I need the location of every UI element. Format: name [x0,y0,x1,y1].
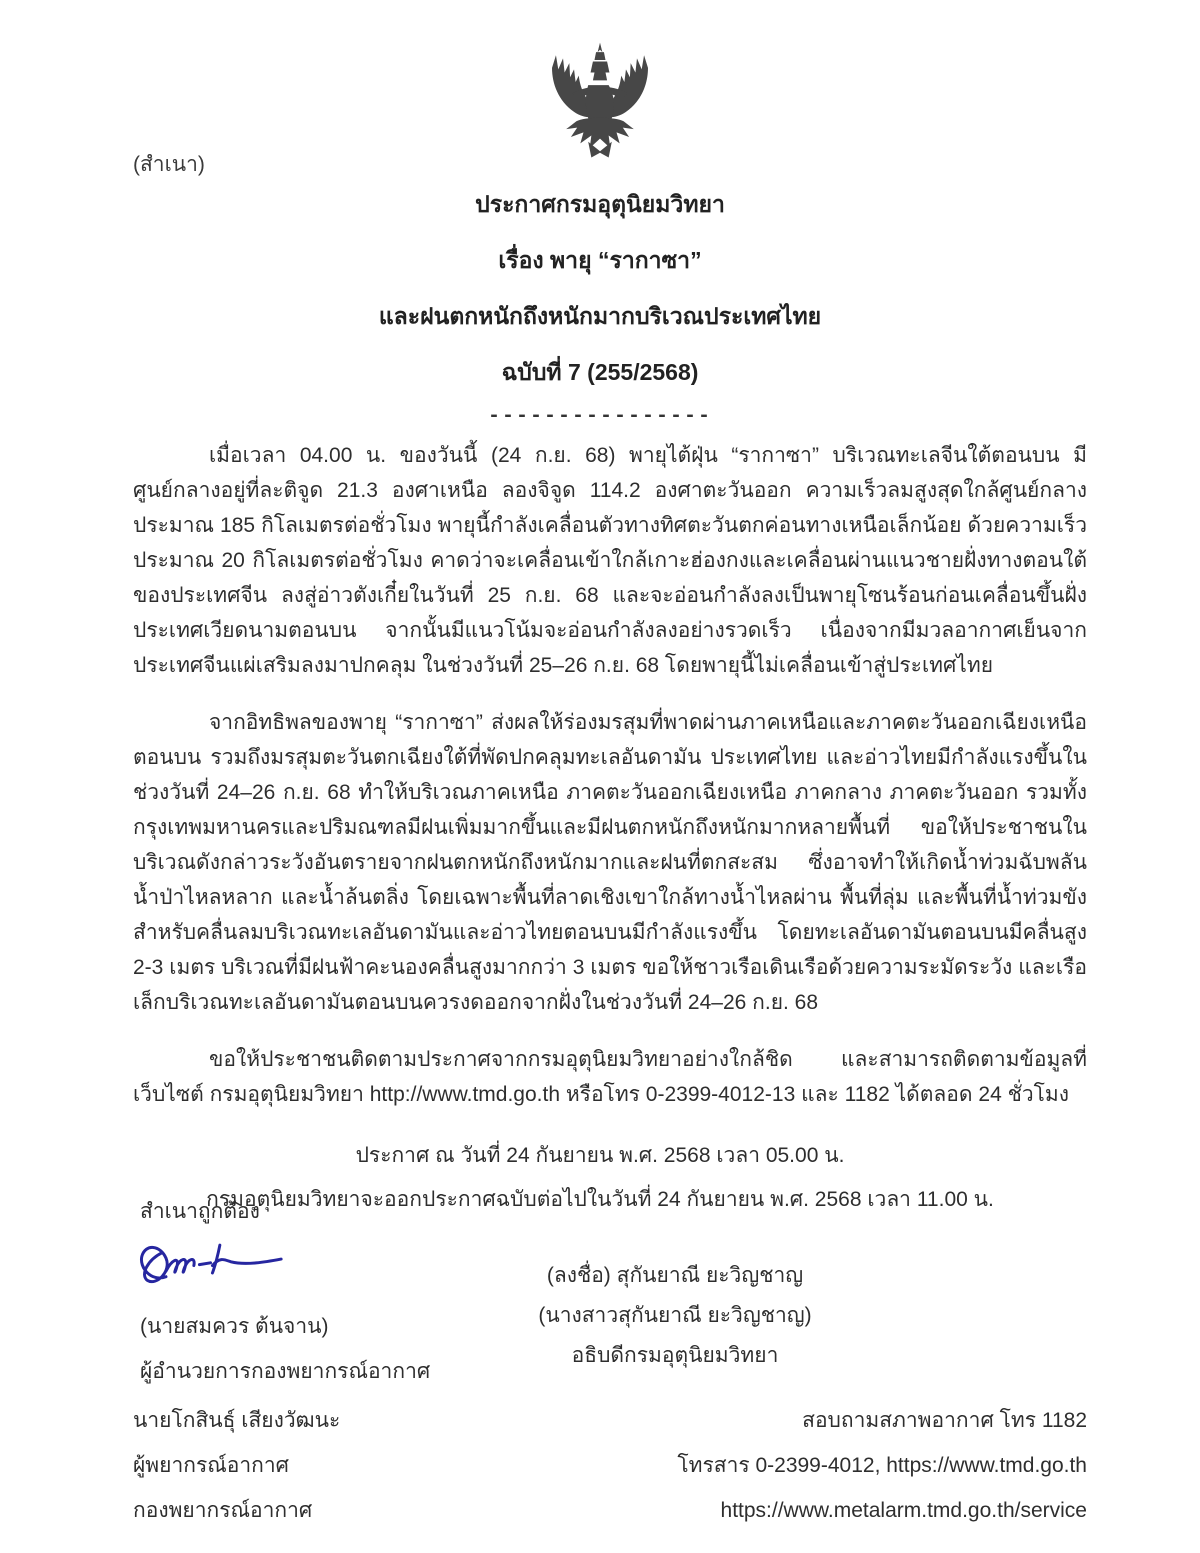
signature-block [538,1256,811,1376]
footer-contact-info [677,1398,1087,1533]
signed-by-line: (ลงชื่อ) สุกันยาณี ยะวิญชาญ [546,1264,804,1287]
subject-line-1: เรื่อง พายุ “รากาซา” [498,247,702,273]
document-footer [133,1398,1087,1533]
issued-date-line: ประกาศ ณ วันที่ 24 กันยายน พ.ศ. 2568 เวลา 05.00 น. [355,1144,845,1167]
certification-block [140,1195,430,1388]
paragraph-storm-status: เมื่อเวลา 04.00 น. ของวันนี้ (24 ก.ย. 68) พายุไต้ฝุ่น “รากาซา” บริเวณทะเลจีนใต้ตอนบน มีศูนย์กลางอยู่ที่ละติจูด 21.3 องศาเหนือ ลองจิจูด 114.2 องศาตะวันออก ความเร็วลมสูงสุดใกล้ศูนย์กลางประมาณ 185 กิโลเมตรต่อชั่วโมง พายุนี้กำลังเคลื่อนตัวทางทิศตะวันตกค่อนทางเหนือเล็กน้อย ด้วยความเร็วประมาณ 20 กิโลเมตรต่อชั่วโมง คาดว่าจะเคลื่อนเข้าใกล้เกาะฮ่องกงและเคลื่อนผ่านแนวชายฝั่งทางตอนใต้ของประเทศจีน ลงสู่อ่าวตังเกี๋ยในวันที่ 25 ก.ย. 68 และจะอ่อนกำลังลงเป็นพายุโซนร้อนก่อนเคลื่อนขึ้นฝั่งประเทศเวียดนามตอนบน จากนั้นมีแนวโน้มจะอ่อนกำลังลงอย่างรวดเร็ว เนื่องจากมีมวลอากาศเย็นจากประเทศจีนแผ่เสริมลงมาปกคลุม ในช่วงวันที่ 25–26 ก.ย. 68 โดยพายุนี้ไม่เคลื่อนเข้าสู่ประเทศไทย [133,444,1087,677]
fax-and-website: โทรสาร 0-2399-4012, https://www.tmd.go.th [677,1454,1087,1477]
footer-forecaster-info [133,1398,340,1533]
signer-position: อธิบดีกรมอุตุนิยมวิทยา [571,1344,779,1367]
forecaster-division: กองพยากรณ์อากาศ [133,1499,313,1522]
paragraph-impact-warning: จากอิทธิพลของพายุ “รากาซา” ส่งผลให้ร่องมรสุมที่พาดผ่านภาคเหนือและภาคตะวันออกเฉียงเหนือตอนบน รวมถึงมรสุมตะวันตกเฉียงใต้ที่พัดปกคลุมทะเลอันดามัน ประเทศไทย และอ่าวไทยมีกำลังแรงขึ้นในช่วงวันที่ 24–26 ก.ย. 68 ทำให้บริเวณภาคเหนือ ภาคตะวันออกเฉียงเหนือ ภาคกลาง ภาคตะวันออก รวมทั้งกรุงเทพมหานครและปริมณฑลมีฝนเพิ่มมากขึ้นและมีฝนตกหนักถึงหนักมากหลายพื้นที่ ขอให้ประชาชนในบริเวณดังกล่าวระวังอันตรายจากฝนตกหนักถึงหนักมากและฝนที่ตกสะสม ซึ่งอาจทำให้เกิดน้ำท่วมฉับพลัน น้ำป่าไหลหลาก และน้ำล้นตลิ่ง โดยเฉพาะพื้นที่ลาดเชิงเขาใกล้ทางน้ำไหลผ่าน พื้นที่ลุ่ม และพื้นที่น้ำท่วมขัง สำหรับคลื่นลมบริเวณทะเลอันดามันและอ่าวไทยตอนบนมีกำลังแรงขึ้น โดยทะเลอันดามันตอนบนมีคลื่นสูง 2-3 เมตร บริเวณที่มีฝนฟ้าคะนองคลื่นสูงมากกว่า 3 เมตร ขอให้ชาวเรือเดินเรือด้วยความระมัดระวัง และเรือเล็กบริเวณทะเลอันดามันตอนบนควรงดออกจากฝั่งในช่วงวันที่ 24–26 ก.ย. 68 [133,711,1087,1014]
signer-name: (นางสาวสุกันยาณี ยะวิญชาญ) [538,1304,812,1327]
dashed-divider: ---------------- [487,405,713,428]
document-title: ประกาศกรมอุตุนิยมวิทยา [475,191,725,217]
document-body [133,438,1087,1112]
certified-copy-label: สำเนาถูกต้อง [140,1200,260,1223]
title-block [0,187,1200,428]
garuda-emblem-icon [541,40,659,173]
paragraph-follow-updates: ขอให้ประชาชนติดตามประกาศจากกรมอุตุนิยมวิทยาอย่างใกล้ชิด และสามารถติดตามข้อมูลที่เว็บไซต์ กรมอุตุนิยมวิทยา http://www.tmd.go.th หรือโทร 0-2399-4012-13 และ 1182 ได้ตลอด 24 ชั่วโมง [133,1048,1087,1106]
handwritten-signature-icon [134,1234,430,1304]
certifier-position: ผู้อำนวยการกองพยากรณ์อากาศ [140,1360,431,1383]
next-announcement-line: กรมอุตุนิยมวิทยาจะออกประกาศฉบับต่อไปในวันที่ 24 กันยายน พ.ศ. 2568 เวลา 11.00 น. [206,1188,994,1211]
forecaster-title: ผู้พยากรณ์อากาศ [133,1454,289,1477]
copy-label: (สำเนา) [133,153,205,176]
subject-line-2: และฝนตกหนักถึงหนักมากบริเวณประเทศไทย [378,303,822,329]
metalarm-url: https://www.metalarm.tmd.go.th/service [720,1499,1087,1522]
forecaster-name: นายโกสินธุ์ เสียงวัฒนะ [133,1409,341,1432]
weather-hotline: สอบถามสภาพอากาศ โทร 1182 [802,1409,1087,1432]
certifier-name: (นายสมควร ต้นจาน) [140,1315,329,1338]
edition-number: ฉบับที่ 7 (255/2568) [501,359,699,385]
